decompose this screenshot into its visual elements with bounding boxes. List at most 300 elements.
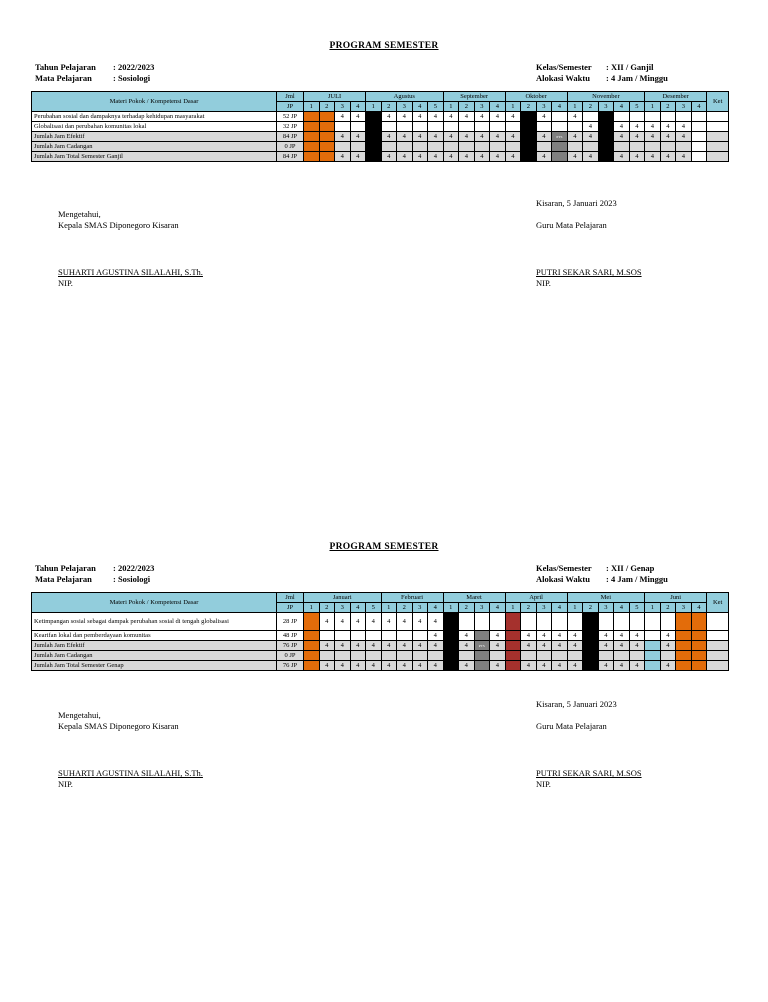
week-cell xyxy=(645,142,661,152)
week-cell: 4 xyxy=(490,132,506,142)
week-cell: 4 xyxy=(397,613,413,631)
table-row xyxy=(32,132,729,142)
week-number: 3 xyxy=(598,102,614,112)
week-cell: 4 xyxy=(567,661,583,671)
week-cell: 4 xyxy=(676,132,692,142)
week-number: 1 xyxy=(645,603,661,613)
week-cell xyxy=(474,142,490,152)
week-cell: 4 xyxy=(319,661,335,671)
header-jml: Jml xyxy=(277,92,304,102)
week-cell: 4 xyxy=(552,661,568,671)
week-number: 4 xyxy=(412,102,428,112)
row-ket xyxy=(707,142,729,152)
week-cell xyxy=(474,122,490,132)
week-cell xyxy=(583,112,599,122)
week-number: 3 xyxy=(598,603,614,613)
week-cell xyxy=(691,613,707,631)
week-cell: 4 xyxy=(598,631,614,641)
week-number: 4 xyxy=(490,102,506,112)
week-cell: 4 xyxy=(521,631,537,641)
week-cell xyxy=(614,651,630,661)
week-cell xyxy=(412,631,428,641)
week-cell xyxy=(459,613,475,631)
week-cell xyxy=(583,142,599,152)
week-cell: 4 xyxy=(660,641,676,651)
row-jp: 84 JP xyxy=(277,152,304,162)
week-cell xyxy=(490,142,506,152)
week-cell xyxy=(350,122,366,132)
week-cell: 4 xyxy=(567,112,583,122)
week-cell xyxy=(412,651,428,661)
week-cell xyxy=(350,651,366,661)
week-cell: 4 xyxy=(490,631,506,641)
week-cell: 4 xyxy=(412,641,428,651)
week-cell: 4 xyxy=(567,631,583,641)
table-row xyxy=(32,112,729,122)
week-cell xyxy=(505,142,521,152)
week-cell xyxy=(381,142,397,152)
row-jp: 84 JP xyxy=(277,132,304,142)
week-cell: 4 xyxy=(443,152,459,162)
week-cell xyxy=(397,142,413,152)
week-cell xyxy=(366,142,382,152)
week-cell: PTS xyxy=(552,132,568,142)
week-cell: 4 xyxy=(629,641,645,651)
week-cell: 4 xyxy=(335,661,351,671)
week-cell: 4 xyxy=(335,132,351,142)
week-number: 3 xyxy=(474,102,490,112)
week-cell: 4 xyxy=(319,613,335,631)
row-materi: Jumlah Jam Efektif xyxy=(32,641,277,651)
week-cell xyxy=(536,651,552,661)
month-header: April xyxy=(505,593,567,603)
meta-right xyxy=(536,563,668,585)
nip-right: NIP. xyxy=(536,779,551,789)
week-cell xyxy=(319,132,335,142)
week-cell xyxy=(536,613,552,631)
week-cell xyxy=(304,122,320,132)
week-cell: 4 xyxy=(552,631,568,641)
row-jp: 76 JP xyxy=(277,661,304,671)
week-cell: 4 xyxy=(474,152,490,162)
week-cell xyxy=(691,651,707,661)
mapel-value: : Sosiologi xyxy=(113,574,151,584)
week-cell: 4 xyxy=(319,641,335,651)
program-semester-table xyxy=(31,592,729,671)
row-materi: Kearifan lokal dan pemberdayaan komunitas xyxy=(32,631,277,641)
week-cell: 4 xyxy=(428,112,444,122)
week-number: 4 xyxy=(428,603,444,613)
week-number: 2 xyxy=(459,102,475,112)
week-cell: 4 xyxy=(350,641,366,651)
row-ket xyxy=(707,112,729,122)
kelas-value: : XII / Ganjil xyxy=(606,62,654,72)
week-cell xyxy=(319,142,335,152)
week-number: 4 xyxy=(350,102,366,112)
week-cell xyxy=(691,112,707,122)
week-cell xyxy=(443,142,459,152)
week-cell: 4 xyxy=(505,112,521,122)
header-jml: Jml xyxy=(277,593,304,603)
header-jp: JP xyxy=(277,603,304,613)
week-cell: 4 xyxy=(412,152,428,162)
mapel-label: Mata Pelajaran xyxy=(35,73,92,83)
week-number: 4 xyxy=(614,102,630,112)
week-cell: 4 xyxy=(412,112,428,122)
alokasi-value: : 4 Jam / Minggu xyxy=(606,73,668,83)
week-cell xyxy=(474,631,490,641)
tahun-value: : 2022/2023 xyxy=(113,62,155,72)
row-ket xyxy=(707,132,729,142)
guru-name: PUTRI SEKAR SARI, M.SOS xyxy=(536,267,642,277)
row-ket xyxy=(707,661,729,671)
week-cell: 4 xyxy=(381,112,397,122)
week-cell xyxy=(691,142,707,152)
week-cell xyxy=(521,122,537,132)
week-cell xyxy=(505,661,521,671)
month-header: September xyxy=(443,92,505,102)
week-cell xyxy=(304,613,320,631)
week-cell: 4 xyxy=(660,122,676,132)
week-cell xyxy=(552,613,568,631)
week-cell xyxy=(676,142,692,152)
week-cell: 4 xyxy=(645,152,661,162)
week-cell xyxy=(583,613,599,631)
week-cell xyxy=(691,631,707,641)
week-cell xyxy=(691,661,707,671)
row-jp: 32 JP xyxy=(277,122,304,132)
program-semester-table xyxy=(31,91,729,162)
week-cell xyxy=(335,122,351,132)
week-cell: 4 xyxy=(614,631,630,641)
row-materi: Perubahan sosial dan dampaknya terhadap kehidupan masyarakat xyxy=(32,112,277,122)
week-cell xyxy=(598,613,614,631)
week-cell xyxy=(459,142,475,152)
week-cell: 4 xyxy=(660,132,676,142)
week-cell xyxy=(521,613,537,631)
week-cell xyxy=(536,142,552,152)
week-cell xyxy=(366,631,382,641)
week-cell: 4 xyxy=(552,641,568,651)
week-cell: 4 xyxy=(614,661,630,671)
week-cell: 4 xyxy=(567,641,583,651)
week-cell xyxy=(598,142,614,152)
table-row xyxy=(32,122,729,132)
week-cell: 4 xyxy=(536,132,552,142)
week-cell: 4 xyxy=(598,661,614,671)
week-cell: 4 xyxy=(645,132,661,142)
row-materi: Ketimpangan sosial sebagai dampak perubahan sosial di tengah globalisasi xyxy=(32,613,277,631)
week-cell xyxy=(645,651,661,661)
week-cell xyxy=(397,651,413,661)
week-cell xyxy=(304,651,320,661)
week-cell: 4 xyxy=(381,661,397,671)
week-cell: 4 xyxy=(335,112,351,122)
row-materi: Jumlah Jam Total Semester Ganjil xyxy=(32,152,277,162)
week-cell: 4 xyxy=(490,152,506,162)
week-cell xyxy=(598,132,614,142)
week-cell: 4 xyxy=(536,661,552,671)
week-cell xyxy=(505,122,521,132)
week-number: 2 xyxy=(583,102,599,112)
week-cell: 4 xyxy=(614,122,630,132)
meta-left xyxy=(35,563,154,585)
week-cell xyxy=(366,132,382,142)
week-cell: 4 xyxy=(366,613,382,631)
row-jp: 0 JP xyxy=(277,651,304,661)
nip-left: NIP. xyxy=(58,779,73,789)
week-number: 5 xyxy=(629,603,645,613)
row-ket xyxy=(707,122,729,132)
guru-text: Guru Mata Pelajaran xyxy=(536,721,607,731)
week-cell xyxy=(490,122,506,132)
week-cell xyxy=(397,631,413,641)
table-row xyxy=(32,641,729,651)
week-number: 5 xyxy=(428,102,444,112)
week-cell xyxy=(598,651,614,661)
row-jp: 48 JP xyxy=(277,631,304,641)
kepsek-name: SUHARTI AGUSTINA SILALAHI, S.Th. xyxy=(58,768,203,778)
week-cell xyxy=(676,112,692,122)
week-number: 4 xyxy=(552,102,568,112)
week-cell: 4 xyxy=(660,631,676,641)
week-number: 2 xyxy=(381,102,397,112)
signature-right xyxy=(536,699,642,790)
week-number: 1 xyxy=(304,102,320,112)
week-cell xyxy=(676,661,692,671)
week-number: 1 xyxy=(645,102,661,112)
week-cell xyxy=(505,641,521,651)
week-cell: 4 xyxy=(629,122,645,132)
week-number: 1 xyxy=(443,603,459,613)
week-cell xyxy=(366,112,382,122)
week-cell xyxy=(443,661,459,671)
week-cell: 4 xyxy=(412,132,428,142)
week-cell: 4 xyxy=(536,152,552,162)
header-jp: JP xyxy=(277,102,304,112)
week-cell xyxy=(443,651,459,661)
week-cell: 4 xyxy=(583,132,599,142)
table-row xyxy=(32,661,729,671)
week-cell: 4 xyxy=(583,152,599,162)
week-number: 3 xyxy=(335,603,351,613)
table-row xyxy=(32,631,729,641)
week-cell xyxy=(598,112,614,122)
week-cell xyxy=(443,631,459,641)
week-cell xyxy=(691,122,707,132)
week-number: 1 xyxy=(505,102,521,112)
week-number: 3 xyxy=(676,603,692,613)
kelas-label: Kelas/Semester xyxy=(536,563,592,573)
week-cell xyxy=(521,112,537,122)
week-cell xyxy=(335,142,351,152)
tahun-value: : 2022/2023 xyxy=(113,563,155,573)
month-header: Juni xyxy=(645,593,707,603)
week-cell: 4 xyxy=(428,132,444,142)
week-cell xyxy=(645,641,661,651)
week-number: 4 xyxy=(490,603,506,613)
week-number: 4 xyxy=(350,603,366,613)
header-materi: Materi Pokok / Kompetensi Dasar xyxy=(32,593,277,613)
week-cell xyxy=(676,613,692,631)
week-cell: 4 xyxy=(397,661,413,671)
month-header: Mei xyxy=(567,593,645,603)
week-cell xyxy=(505,631,521,641)
week-cell: 4 xyxy=(381,613,397,631)
row-jp: 52 JP xyxy=(277,112,304,122)
row-jp: 76 JP xyxy=(277,641,304,651)
week-number: 3 xyxy=(335,102,351,112)
signature-right xyxy=(536,198,642,289)
week-cell: 4 xyxy=(397,132,413,142)
week-cell xyxy=(350,631,366,641)
week-cell: 4 xyxy=(567,132,583,142)
month-header: Agustus xyxy=(366,92,444,102)
week-cell xyxy=(521,651,537,661)
week-cell xyxy=(304,152,320,162)
week-number: 3 xyxy=(676,102,692,112)
row-ket xyxy=(707,152,729,162)
mapel-label: Mata Pelajaran xyxy=(35,574,92,584)
week-cell xyxy=(567,122,583,132)
week-cell xyxy=(567,613,583,631)
week-number: 2 xyxy=(319,603,335,613)
row-materi: Jumlah Jam Cadangan xyxy=(32,142,277,152)
week-cell: 4 xyxy=(505,132,521,142)
week-cell: 4 xyxy=(412,661,428,671)
week-cell xyxy=(645,112,661,122)
kepsek-name: SUHARTI AGUSTINA SILALAHI, S.Th. xyxy=(58,267,203,277)
week-cell: 4 xyxy=(645,122,661,132)
alokasi-value: : 4 Jam / Minggu xyxy=(606,574,668,584)
month-header: Februari xyxy=(381,593,443,603)
row-ket xyxy=(707,613,729,631)
week-cell: 4 xyxy=(366,641,382,651)
week-cell: 4 xyxy=(629,631,645,641)
week-cell xyxy=(567,651,583,661)
week-cell: 4 xyxy=(676,122,692,132)
week-cell xyxy=(583,641,599,651)
week-cell xyxy=(583,661,599,671)
week-cell: 4 xyxy=(459,641,475,651)
week-number: 5 xyxy=(366,603,382,613)
week-cell: 4 xyxy=(335,641,351,651)
week-cell: 4 xyxy=(583,122,599,132)
kelas-value: : XII / Genap xyxy=(606,563,655,573)
guru-text: Guru Mata Pelajaran xyxy=(536,220,607,230)
week-cell xyxy=(521,132,537,142)
mapel-value: : Sosiologi xyxy=(113,73,151,83)
week-cell: 4 xyxy=(428,631,444,641)
week-cell xyxy=(412,122,428,132)
week-cell: 4 xyxy=(350,152,366,162)
week-cell: 4 xyxy=(459,631,475,641)
week-cell xyxy=(366,651,382,661)
nip-right: NIP. xyxy=(536,278,551,288)
week-cell: 4 xyxy=(474,132,490,142)
week-cell: 4 xyxy=(614,641,630,651)
week-cell: 4 xyxy=(397,112,413,122)
kepala-text: Kepala SMAS Diponegoro Kisaran xyxy=(58,721,179,731)
week-cell xyxy=(304,132,320,142)
week-cell: 4 xyxy=(366,661,382,671)
row-jp: 0 JP xyxy=(277,142,304,152)
week-cell xyxy=(304,112,320,122)
week-number: 2 xyxy=(583,603,599,613)
week-cell xyxy=(319,152,335,162)
header-row-months xyxy=(32,92,729,102)
week-cell xyxy=(552,142,568,152)
week-cell: 4 xyxy=(490,112,506,122)
week-cell xyxy=(350,142,366,152)
week-cell xyxy=(366,152,382,162)
week-cell: 4 xyxy=(335,613,351,631)
week-cell: 4 xyxy=(459,661,475,671)
guru-name: PUTRI SEKAR SARI, M.SOS xyxy=(536,768,642,778)
week-cell xyxy=(676,641,692,651)
week-cell xyxy=(645,661,661,671)
week-cell xyxy=(304,631,320,641)
week-number: 2 xyxy=(397,603,413,613)
week-cell xyxy=(335,631,351,641)
week-cell xyxy=(691,132,707,142)
week-cell xyxy=(614,142,630,152)
week-cell: 4 xyxy=(459,152,475,162)
week-cell: 4 xyxy=(474,112,490,122)
week-cell: 4 xyxy=(521,641,537,651)
signature-left xyxy=(58,209,203,289)
row-materi: Jumlah Jam Efektif xyxy=(32,132,277,142)
week-cell: 4 xyxy=(397,641,413,651)
week-number: 1 xyxy=(567,603,583,613)
week-cell xyxy=(521,152,537,162)
row-ket xyxy=(707,651,729,661)
week-cell xyxy=(490,651,506,661)
week-cell xyxy=(381,122,397,132)
week-cell: 4 xyxy=(490,641,506,651)
week-cell xyxy=(304,142,320,152)
week-cell: 4 xyxy=(381,152,397,162)
row-materi: Jumlah Jam Cadangan xyxy=(32,651,277,661)
place-date: Kisaran, 5 Januari 2023 xyxy=(536,198,617,208)
row-ket xyxy=(707,641,729,651)
week-cell xyxy=(505,651,521,661)
week-cell xyxy=(660,613,676,631)
week-cell xyxy=(552,651,568,661)
week-cell: 4 xyxy=(567,152,583,162)
week-number: 1 xyxy=(381,603,397,613)
week-cell xyxy=(629,112,645,122)
week-cell: 4 xyxy=(536,112,552,122)
week-cell: 4 xyxy=(676,152,692,162)
week-cell xyxy=(304,641,320,651)
week-number: 3 xyxy=(412,603,428,613)
week-cell xyxy=(676,631,692,641)
week-number: 2 xyxy=(660,102,676,112)
page-title: PROGRAM SEMESTER xyxy=(329,542,439,552)
month-header: JULI xyxy=(304,92,366,102)
kepala-text: Kepala SMAS Diponegoro Kisaran xyxy=(58,220,179,230)
week-number: 1 xyxy=(567,102,583,112)
page-title: PROGRAM SEMESTER xyxy=(329,41,439,51)
month-header: November xyxy=(567,92,645,102)
week-cell xyxy=(490,613,506,631)
table-row xyxy=(32,651,729,661)
week-cell: 4 xyxy=(443,132,459,142)
week-cell xyxy=(459,651,475,661)
week-number: 1 xyxy=(443,102,459,112)
week-cell xyxy=(319,112,335,122)
